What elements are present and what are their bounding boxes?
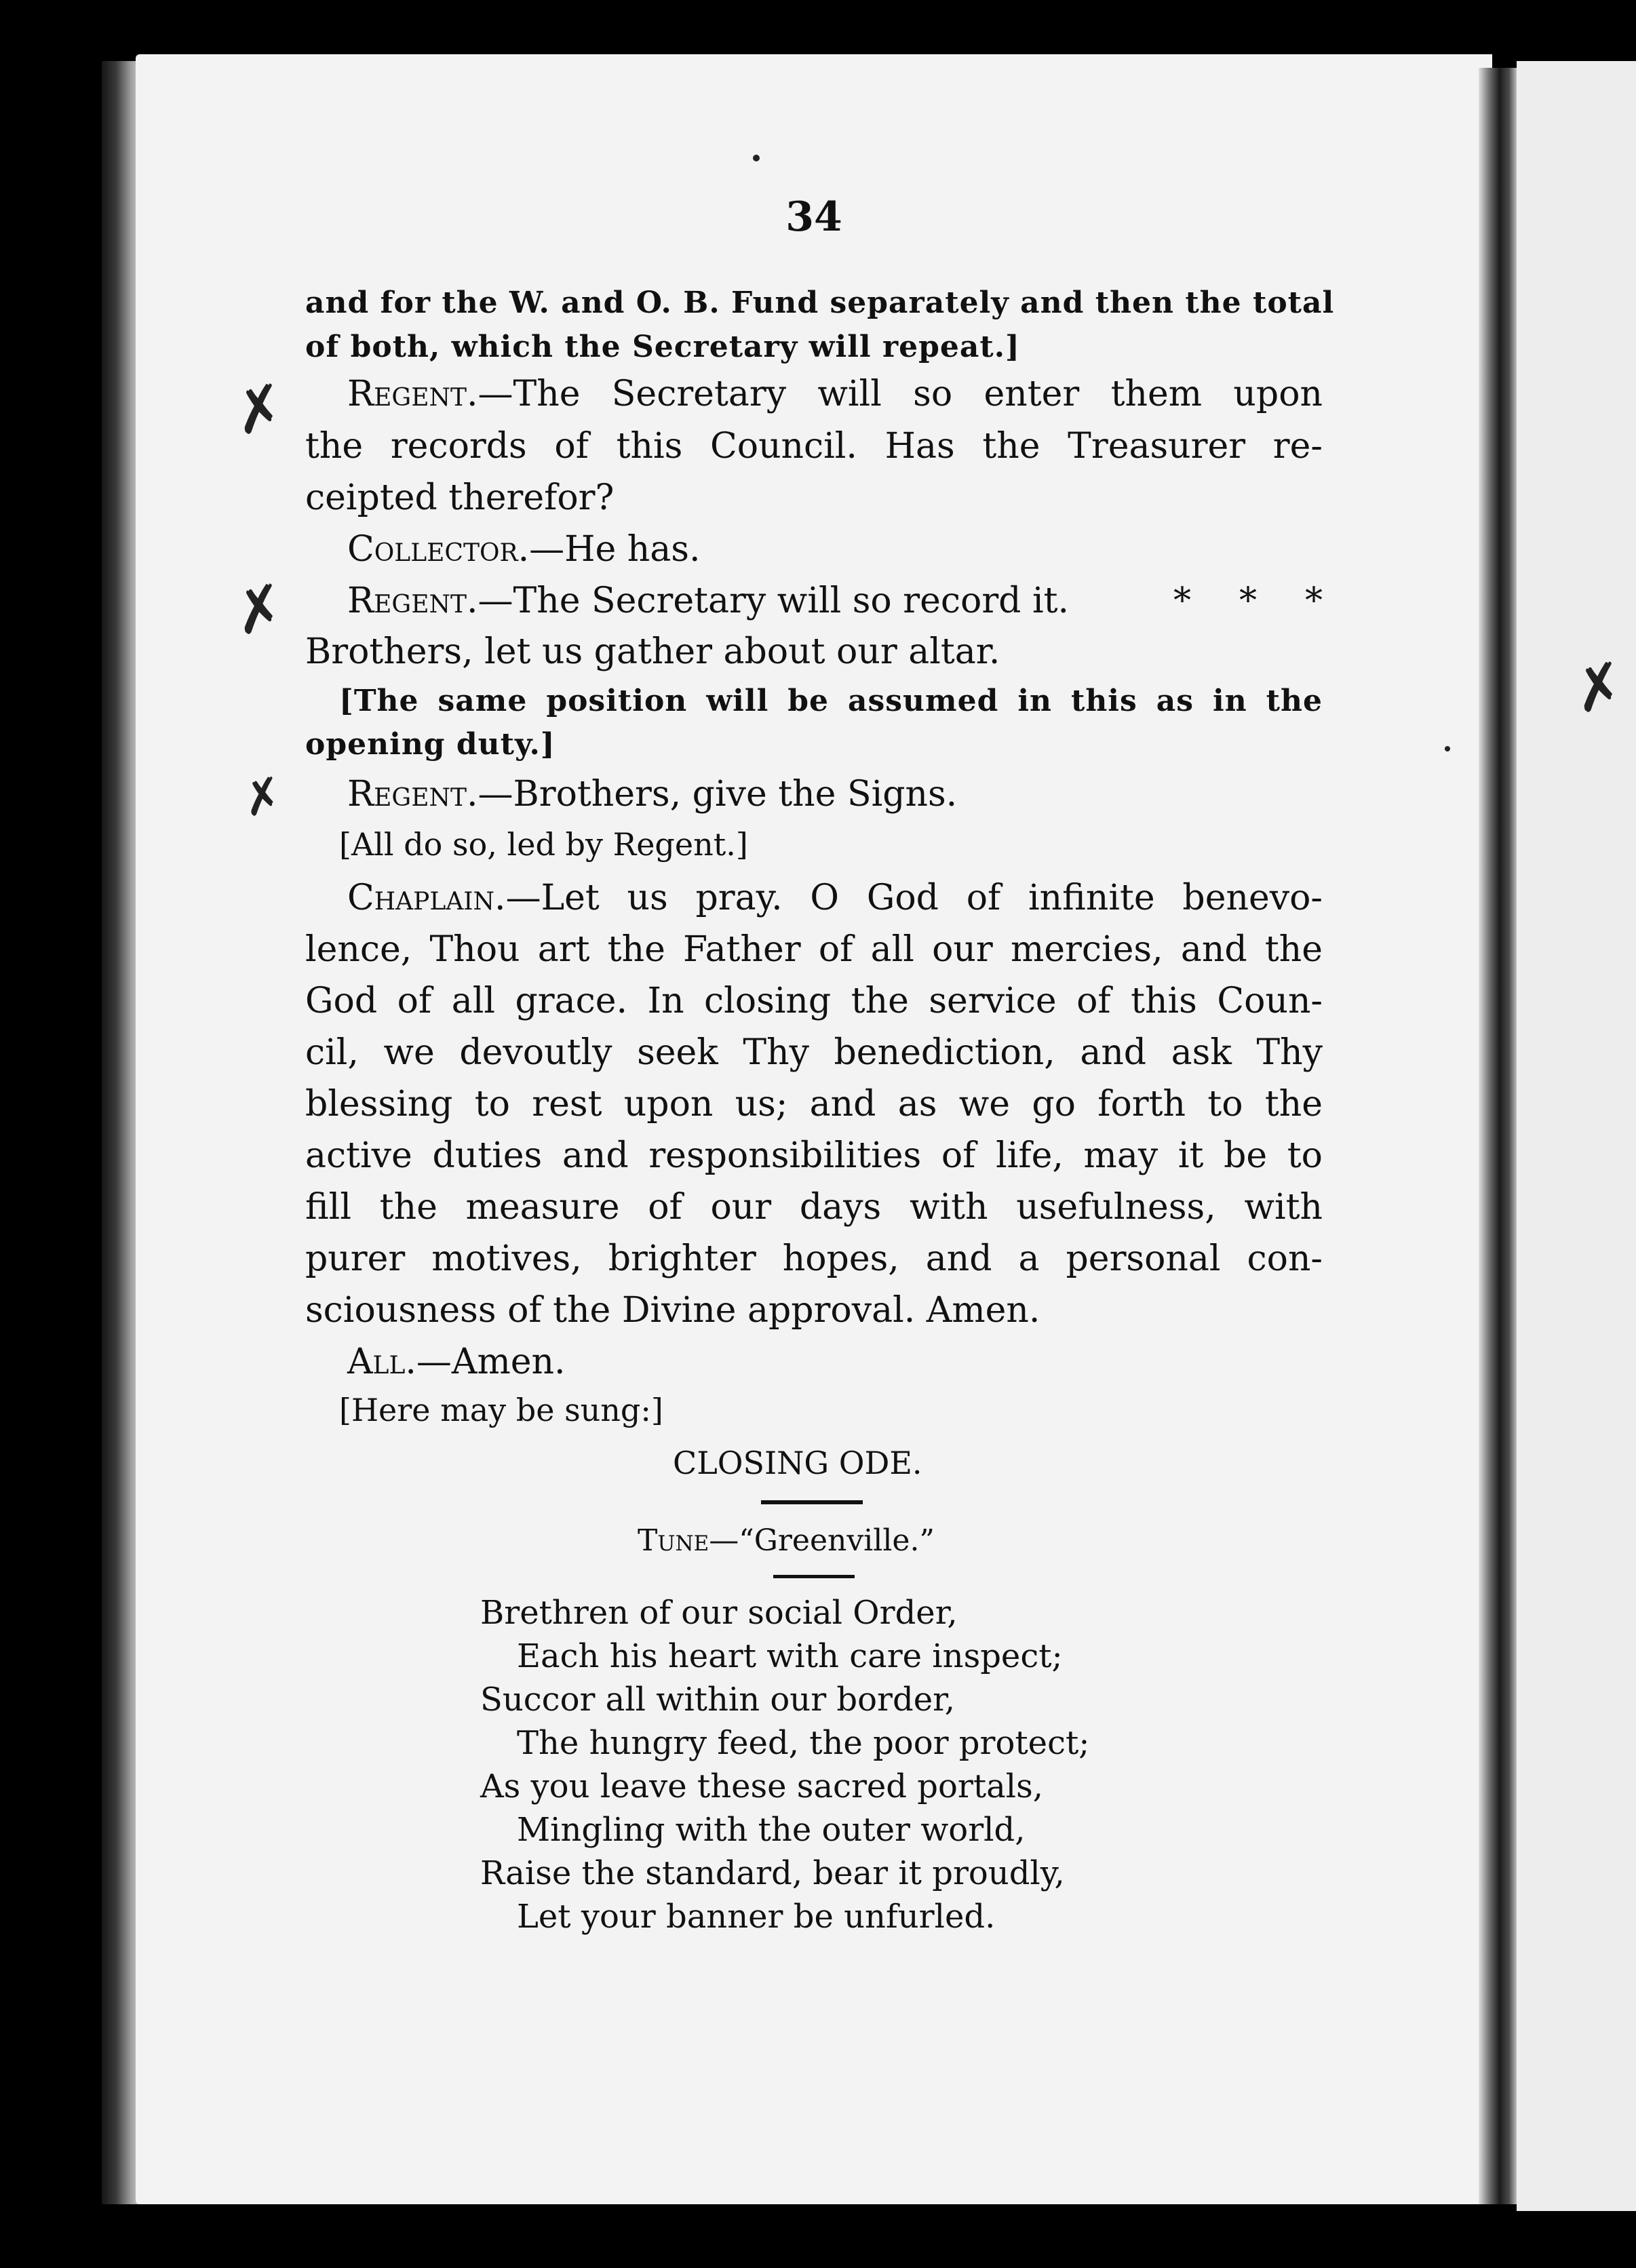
text-line: fill the measure of our days with usefulness, with (305, 1187, 1323, 1228)
regent-line: Regent.—Brothers, give the Signs. (347, 774, 958, 815)
text-line: and for the W. and O. B. Fund separately and then the total (305, 286, 1335, 320)
regent-line: Regent.—The Secretary will so record it. (347, 581, 1070, 621)
speaker-chaplain: Chaplain. (347, 878, 506, 918)
speaker-all: All. (347, 1342, 416, 1382)
text-line: active duties and responsibilities of life, may it be to (305, 1135, 1323, 1176)
stage-direction: [All do so, led by Regent.] (339, 826, 748, 863)
text-line: sciousness of the Divine approval. Amen. (305, 1290, 1040, 1331)
stage-direction: opening duty.] (305, 727, 556, 762)
facing-page-cross-mark: ✗ (1566, 648, 1632, 728)
ode-title: CLOSING ODE. (673, 1445, 922, 1481)
ode-verse-line: The hungry feed, the poor protect; (517, 1724, 1090, 1762)
text-line: ceipted therefor? (305, 477, 615, 518)
text-line: purer motives, brighter hopes, and a personal con- (305, 1238, 1323, 1279)
text-line: the records of this Council. Has the Treasurer re- (305, 426, 1323, 467)
ink-speck (753, 155, 760, 161)
ode-title-rule (761, 1500, 863, 1504)
ode-verse-line: As you leave these sacred portals, (480, 1767, 1043, 1805)
text-line: Brothers, let us gather about our altar. (305, 631, 1000, 672)
ode-verse-line: Let your banner be unfurled. (517, 1898, 996, 1936)
all-line: All.—Amen. (347, 1342, 566, 1382)
text-line: God of all grace. In closing the service of this Coun- (305, 981, 1323, 1021)
ode-verse-line: Raise the standard, bear it proudly, (480, 1854, 1065, 1892)
facing-page-edge (1517, 61, 1636, 2211)
text-line: lence, Thou art the Father of all our mercies, and the (305, 929, 1323, 970)
speaker-collector: Collector. (347, 529, 530, 570)
asterisks: * * * (1173, 581, 1323, 621)
tune-name: —“Greenville.” (709, 1523, 935, 1558)
text-line: of both, which the Secretary will repeat.] (305, 330, 1020, 364)
tune-label: Tune (638, 1523, 709, 1558)
speaker-regent: Regent. (347, 774, 478, 815)
ode-tune (638, 1523, 935, 1558)
chaplain-line: Chaplain.—Let us pray. O God of infinite benevo- (347, 878, 1323, 918)
ode-verse-line: Mingling with the outer world, (517, 1811, 1026, 1849)
page-number: 34 (785, 193, 842, 241)
collector-line: Collector.—He has. (347, 529, 701, 570)
margin-cross-mark: ✗ (227, 370, 292, 450)
ode-verse-line: Succor all within our border, (480, 1681, 956, 1719)
text-line: blessing to rest upon us; and as we go forth to the (305, 1084, 1323, 1125)
speaker-regent: Regent. (347, 581, 478, 621)
text-line: cil, we devoutly seek Thy benediction, and ask Thy (305, 1032, 1323, 1073)
ode-verse-line: Brethren of our social Order, (480, 1594, 958, 1632)
ode-tune-rule (773, 1575, 855, 1578)
speaker-regent: Regent. (347, 374, 478, 414)
margin-cross-mark: ✗ (227, 570, 292, 650)
regent-line: Regent.—The Secretary will so enter them upon (347, 374, 1323, 414)
stage-direction: [The same position will be assumed in this as in the (339, 684, 1323, 718)
ode-verse-line: Each his heart with care inspect; (517, 1637, 1063, 1675)
book-gutter (1479, 68, 1517, 2204)
ink-speck (1445, 746, 1450, 751)
margin-cross-mark: ✗ (237, 765, 288, 829)
stage-direction: [Here may be sung:] (339, 1392, 663, 1428)
